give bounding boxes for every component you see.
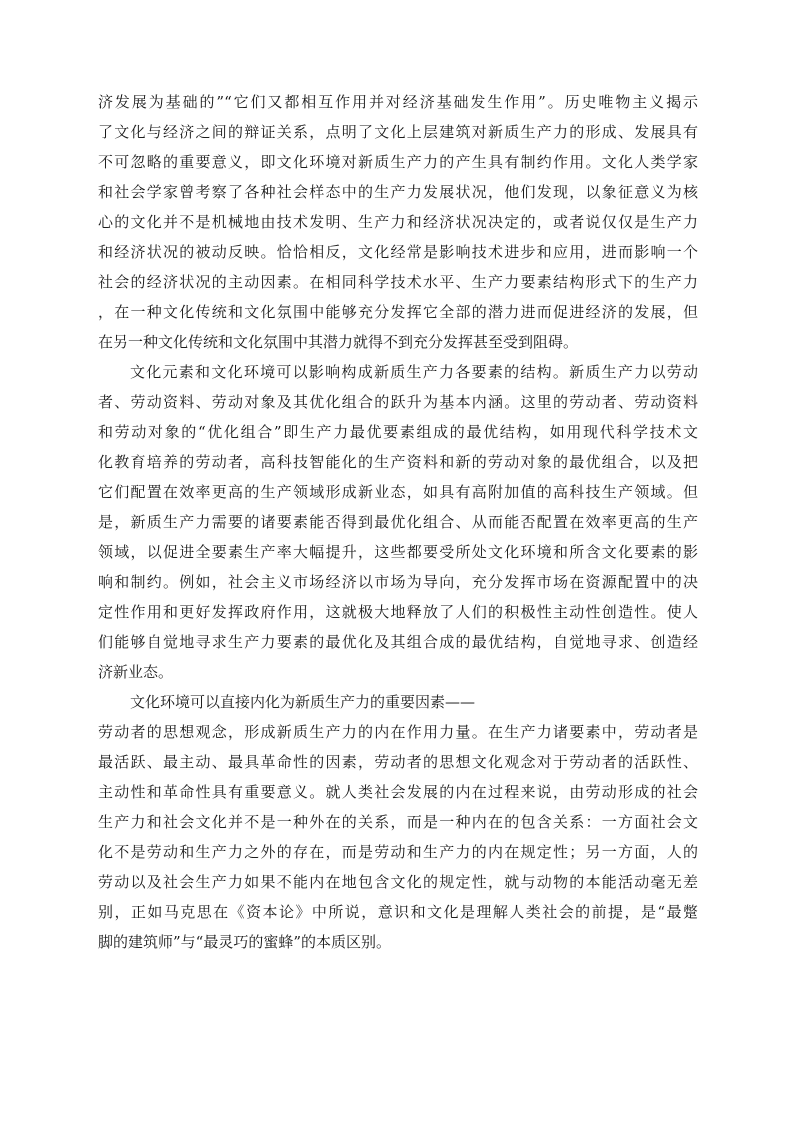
text-line: 定性作用和更好发挥政府作用，这就极大地释放了人们的积极性主动性创造性。使人: [98, 603, 698, 621]
text-line: 领域，以促进全要素生产率大幅提升，这些都要受所处文化环境和所含文化要素的影: [98, 543, 698, 561]
text-line: 和劳动对象的“优化组合”即生产力最优要素组成的最优结构，如用现代科学技术文: [98, 423, 698, 441]
text-line: 主动性和革命性具有重要意义。就人类社会发展的内在过程来说，由劳动形成的社会: [98, 783, 698, 801]
text-line: 最活跃、最主动、最具革命性的因素，劳动者的思想文化观念对于劳动者的活跃性、: [98, 753, 698, 771]
text-line: 化不是劳动和生产力之外的存在，而是劳动和生产力的内在规定性；另一方面，人的: [98, 843, 698, 861]
text-line: 劳动者的思想观念，形成新质生产力的内在作用力量。在生产力诸要素中，劳动者是: [98, 723, 698, 741]
text-line: 脚的建筑师”与“最灵巧的蜜蜂”的本质区别。: [98, 933, 392, 951]
text-line: 济发展为基础的”“它们又都相互作用并对经济基础发生作用”。历史唯物主义揭示: [98, 93, 698, 111]
text-line: 们能够自觉地寻求生产力要素的最优化及其组合成的最优结构，自觉地寻求、创造经: [98, 633, 698, 651]
text-line: 了文化与经济之间的辩证关系，点明了文化上层建筑对新质生产力的形成、发展具有: [98, 123, 698, 141]
text-line: 者、劳动资料、劳动对象及其优化组合的跃升为基本内涵。这里的劳动者、劳动资料: [98, 393, 698, 411]
text-line: 别，正如马克思在《资本论》中所说，意识和文化是理解人类社会的前提，是“最蹩: [98, 903, 698, 921]
paragraph-first-line: 文化元素和文化环境可以影响构成新质生产力各要素的结构。新质生产力以劳动: [130, 363, 698, 381]
text-line: 社会的经济状况的主动因素。在相同科学技术水平、生产力要素结构形式下的生产力: [98, 273, 698, 291]
text-line: 生产力和社会文化并不是一种外在的关系，而是一种内在的包含关系：一方面社会文: [98, 813, 698, 831]
text-line: 劳动以及社会生产力如果不能内在地包含文化的规定性，就与动物的本能活动毫无差: [98, 873, 698, 891]
text-line: 化教育培养的劳动者，高科技智能化的生产资料和新的劳动对象的最优组合，以及把: [98, 453, 698, 471]
text-line: 济新业态。: [98, 663, 174, 681]
text-line: 和社会学家曾考察了各种社会样态中的生产力发展状况，他们发现，以象征意义为核: [98, 183, 698, 201]
text-line: 和经济状况的被动反映。恰恰相反，文化经常是影响技术进步和应用，进而影响一个: [98, 243, 698, 261]
text-line: ，在一种文化传统和文化氛围中能够充分发挥它全部的潜力进而促进经济的发展，但: [98, 303, 698, 321]
text-line: 心的文化并不是机械地由技术发明、生产力和经济状况决定的，或者说仅仅是生产力: [98, 213, 698, 231]
text-line: 它们配置在效率更高的生产领域形成新业态，如具有高附加值的高科技生产领域。但: [98, 483, 698, 501]
text-line: 不可忽略的重要意义，即文化环境对新质生产力的产生具有制约作用。文化人类学家: [98, 153, 698, 171]
text-line: 是，新质生产力需要的诸要素能否得到最优化组合、从而能否配置在效率更高的生产: [98, 513, 698, 531]
paragraph-first-line: 文化环境可以直接内化为新质生产力的重要因素——: [130, 693, 476, 711]
text-line: 响和制约。例如，社会主义市场经济以市场为导向，充分发挥市场在资源配置中的决: [98, 573, 698, 591]
text-line: 在另一种文化传统和文化氛围中其潜力就得不到充分发挥甚至受到阻碍。: [98, 333, 579, 351]
